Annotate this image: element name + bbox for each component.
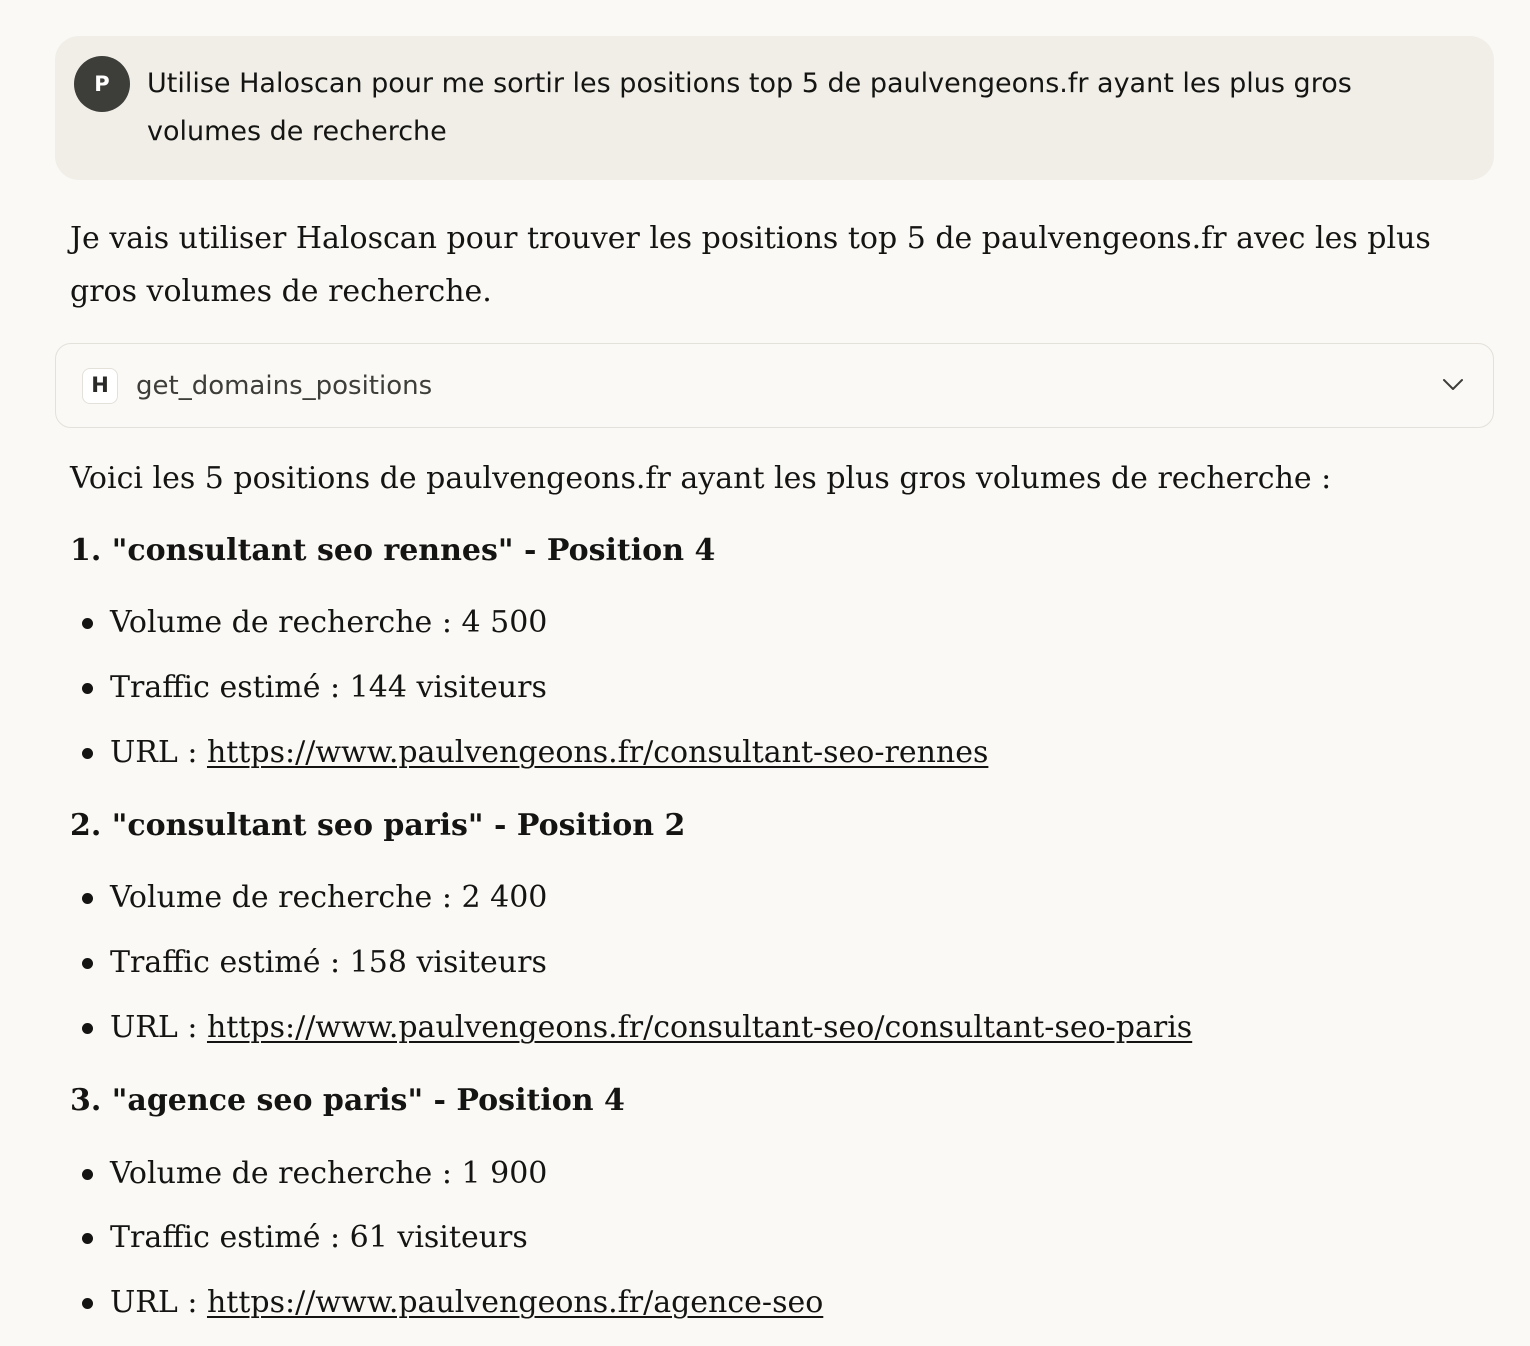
result-heading: 2. "consultant seo paris" - Position 2 (70, 808, 686, 843)
search-volume: Volume de recherche : 2 400 (110, 880, 548, 915)
result-heading: 1. "consultant seo rennes" - Position 4 (70, 533, 716, 568)
bullet-dot (82, 683, 93, 694)
search-volume: Volume de recherche : 4 500 (110, 605, 548, 640)
user-message (55, 36, 1494, 180)
results-summary: Voici les 5 positions de paulvengeons.fr ayant les plus gros volumes de recherche : (70, 461, 1332, 496)
search-volume: Volume de recherche : 1 900 (110, 1156, 548, 1191)
assistant-intro: Je vais utiliser Haloscan pour trouver les positions top 5 de paulvengeons.fr avec les plus gros volumes de recherche. (70, 221, 1431, 309)
tool-call-card[interactable] (55, 343, 1494, 428)
avatar[interactable]: P (74, 56, 130, 112)
url-line (110, 1278, 823, 1328)
result-heading: 3. "agence seo paris" - Position 4 (70, 1083, 625, 1118)
bullet-dot (82, 748, 93, 759)
result-url-link[interactable]: https://www.paulvengeons.fr/consultant-seo-rennes (206, 735, 989, 770)
haloscan-icon: H (82, 368, 118, 404)
chevron-down-icon[interactable] (1441, 372, 1465, 396)
bullet-dot (82, 618, 93, 629)
estimated-traffic: Traffic estimé : 61 visiteurs (110, 1220, 528, 1255)
bullet-dot (82, 1233, 93, 1244)
bullet-dot (82, 1023, 93, 1034)
bullet-dot (82, 893, 93, 904)
url-label: URL : (110, 1010, 207, 1045)
bullet-dot (82, 1169, 93, 1180)
result-url-link[interactable]: https://www.paulvengeons.fr/agence-seo (206, 1285, 824, 1320)
result-url-link[interactable]: https://www.paulvengeons.fr/consultant-seo/consultant-seo-paris (206, 1010, 1193, 1045)
url-label: URL : (110, 735, 207, 770)
bullet-dot (82, 1298, 93, 1309)
user-message-text: Utilise Haloscan pour me sortir les positions top 5 de paulvengeons.fr ayant les plus gros volumes de recherche (147, 68, 1352, 147)
url-line (110, 728, 988, 778)
estimated-traffic: Traffic estimé : 144 visiteurs (110, 670, 547, 705)
bullet-dot (82, 958, 93, 969)
tool-call-name: get_domains_positions (136, 371, 433, 401)
url-line (110, 1003, 1192, 1053)
url-label: URL : (110, 1285, 207, 1320)
estimated-traffic: Traffic estimé : 158 visiteurs (110, 945, 547, 980)
